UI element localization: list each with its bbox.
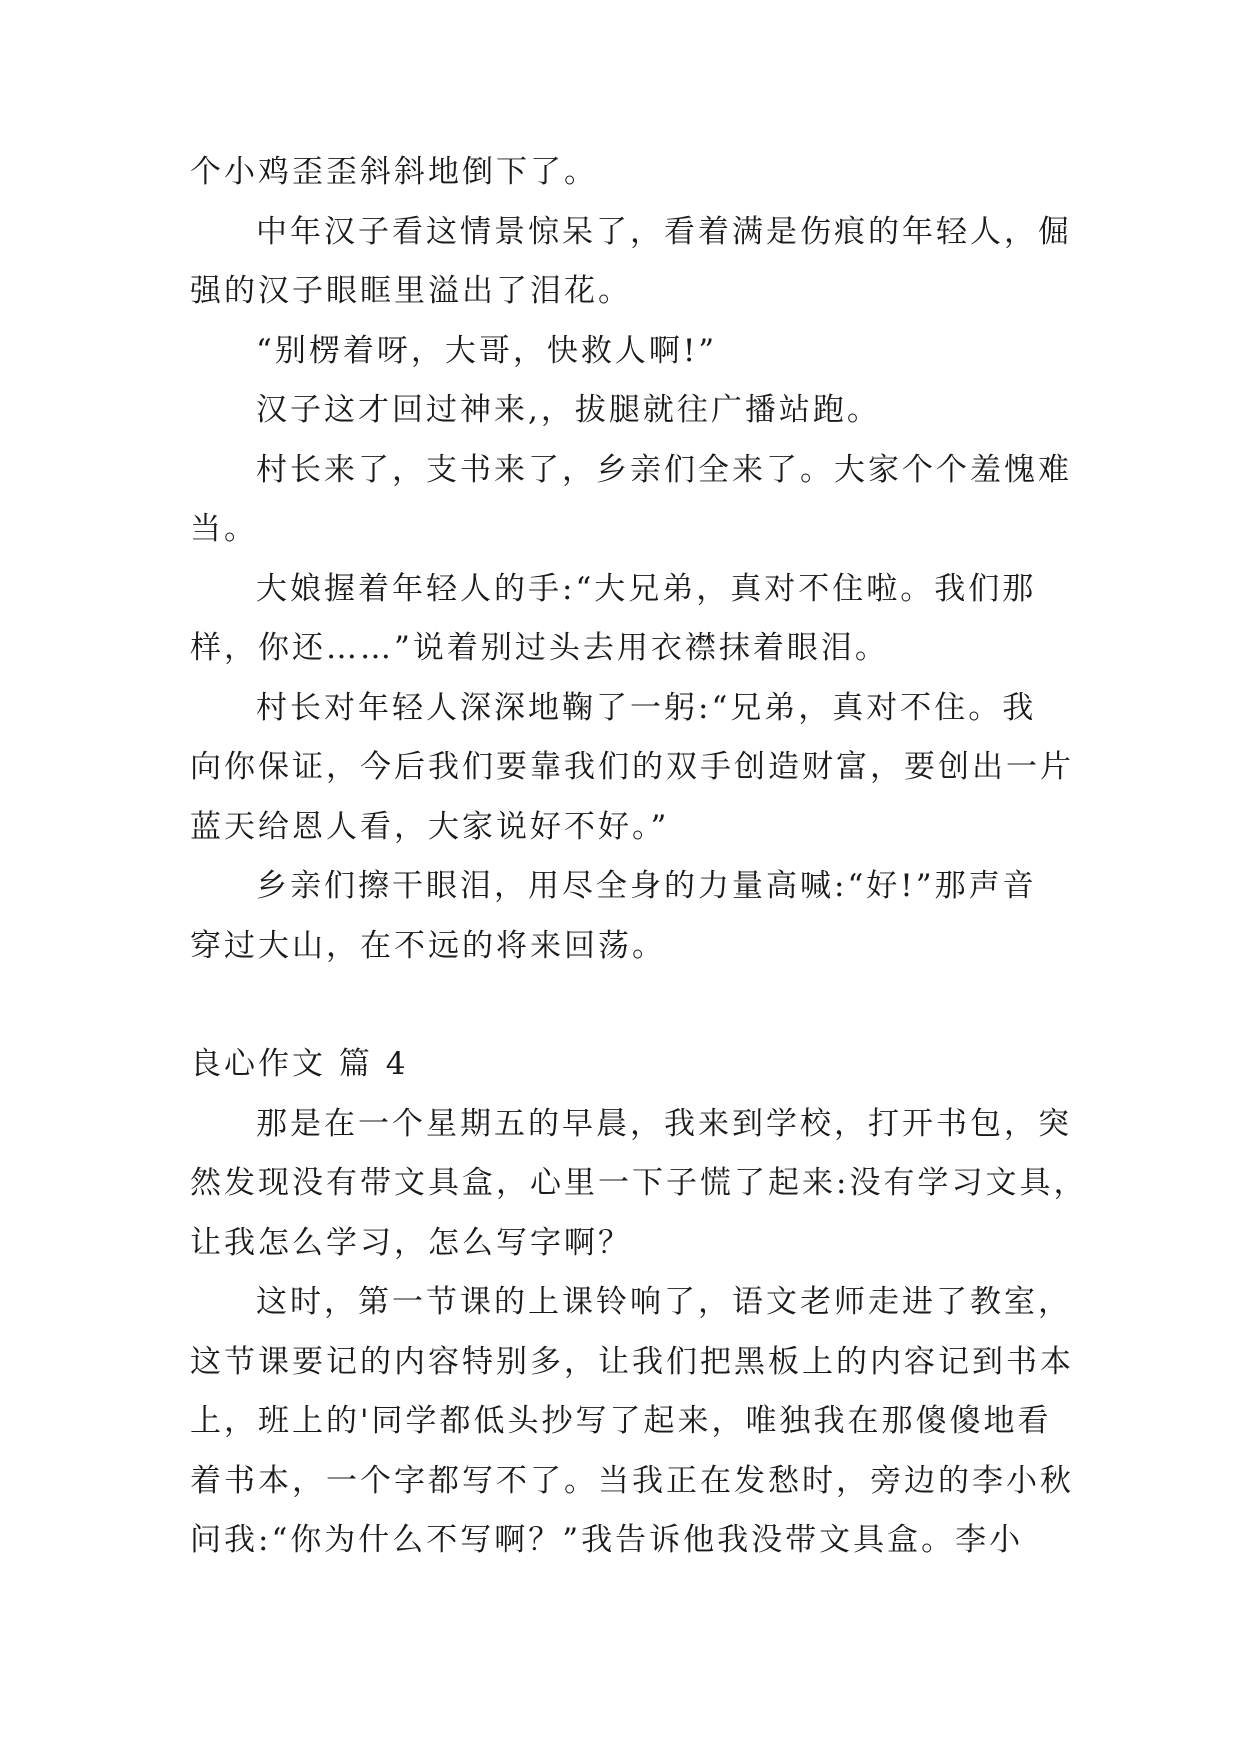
text-line: 村长来了，支书来了，乡亲们全来了。大家个个羞愧难	[256, 452, 1072, 488]
text-line: 着书本，一个字都写不了。当我正在发愁时，旁边的李小秋	[190, 1463, 1074, 1499]
text-line: 向你保证，今后我们要靠我们的双手创造财富，要创出一片	[190, 749, 1074, 785]
section-heading: 良心作文 篇 4	[190, 1046, 409, 1082]
text-line: 这节课要记的内容特别多，让我们把黑板上的内容记到书本	[190, 1344, 1074, 1380]
text-line: 乡亲们擦干眼泪，用尽全身的力量高喊:“好!”那声音	[256, 868, 1037, 904]
text-line: 蓝天给恩人看，大家说好不好。”	[190, 809, 670, 845]
text-line: 中年汉子看这情景惊呆了，看着满是伤痕的年轻人，倔	[256, 214, 1072, 250]
text-line: 问我:“你为什么不写啊？”我告诉他我没带文具盒。李小	[190, 1522, 1024, 1558]
text-line: 个小鸡歪歪斜斜地倒下了。	[190, 154, 598, 190]
text-line: “别楞着呀，大哥，快救人啊!”	[256, 333, 718, 369]
text-line: 汉子这才回过神来,，拔腿就往广播站跑。	[256, 392, 881, 428]
text-line: 然发现没有带文具盒，心里一下子慌了起来:没有学习文具，	[190, 1165, 1088, 1201]
text-line: 村长对年轻人深深地鞠了一躬:“兄弟，真对不住。我	[256, 690, 1037, 726]
text-line: 这时，第一节课的上课铃响了，语文老师走进了教室，	[256, 1284, 1072, 1320]
text-line: 那是在一个星期五的早晨，我来到学校，打开书包，突	[256, 1106, 1072, 1142]
text-line: 穿过大山，在不远的将来回荡。	[190, 928, 666, 964]
text-line: 大娘握着年轻人的手:“大兄弟，真对不住啦。我们那	[256, 571, 1037, 607]
text-line: 当。	[190, 511, 258, 547]
text-line: 上，班上的'同学都低头抄写了起来，唯独我在那傻傻地看	[190, 1403, 1052, 1439]
text-line: 让我怎么学习，怎么写字啊？	[190, 1225, 632, 1261]
text-line: 样，你还……”说着别过头去用衣襟抹着眼泪。	[190, 630, 889, 666]
text-line: 强的汉子眼眶里溢出了泪花。	[190, 273, 632, 309]
